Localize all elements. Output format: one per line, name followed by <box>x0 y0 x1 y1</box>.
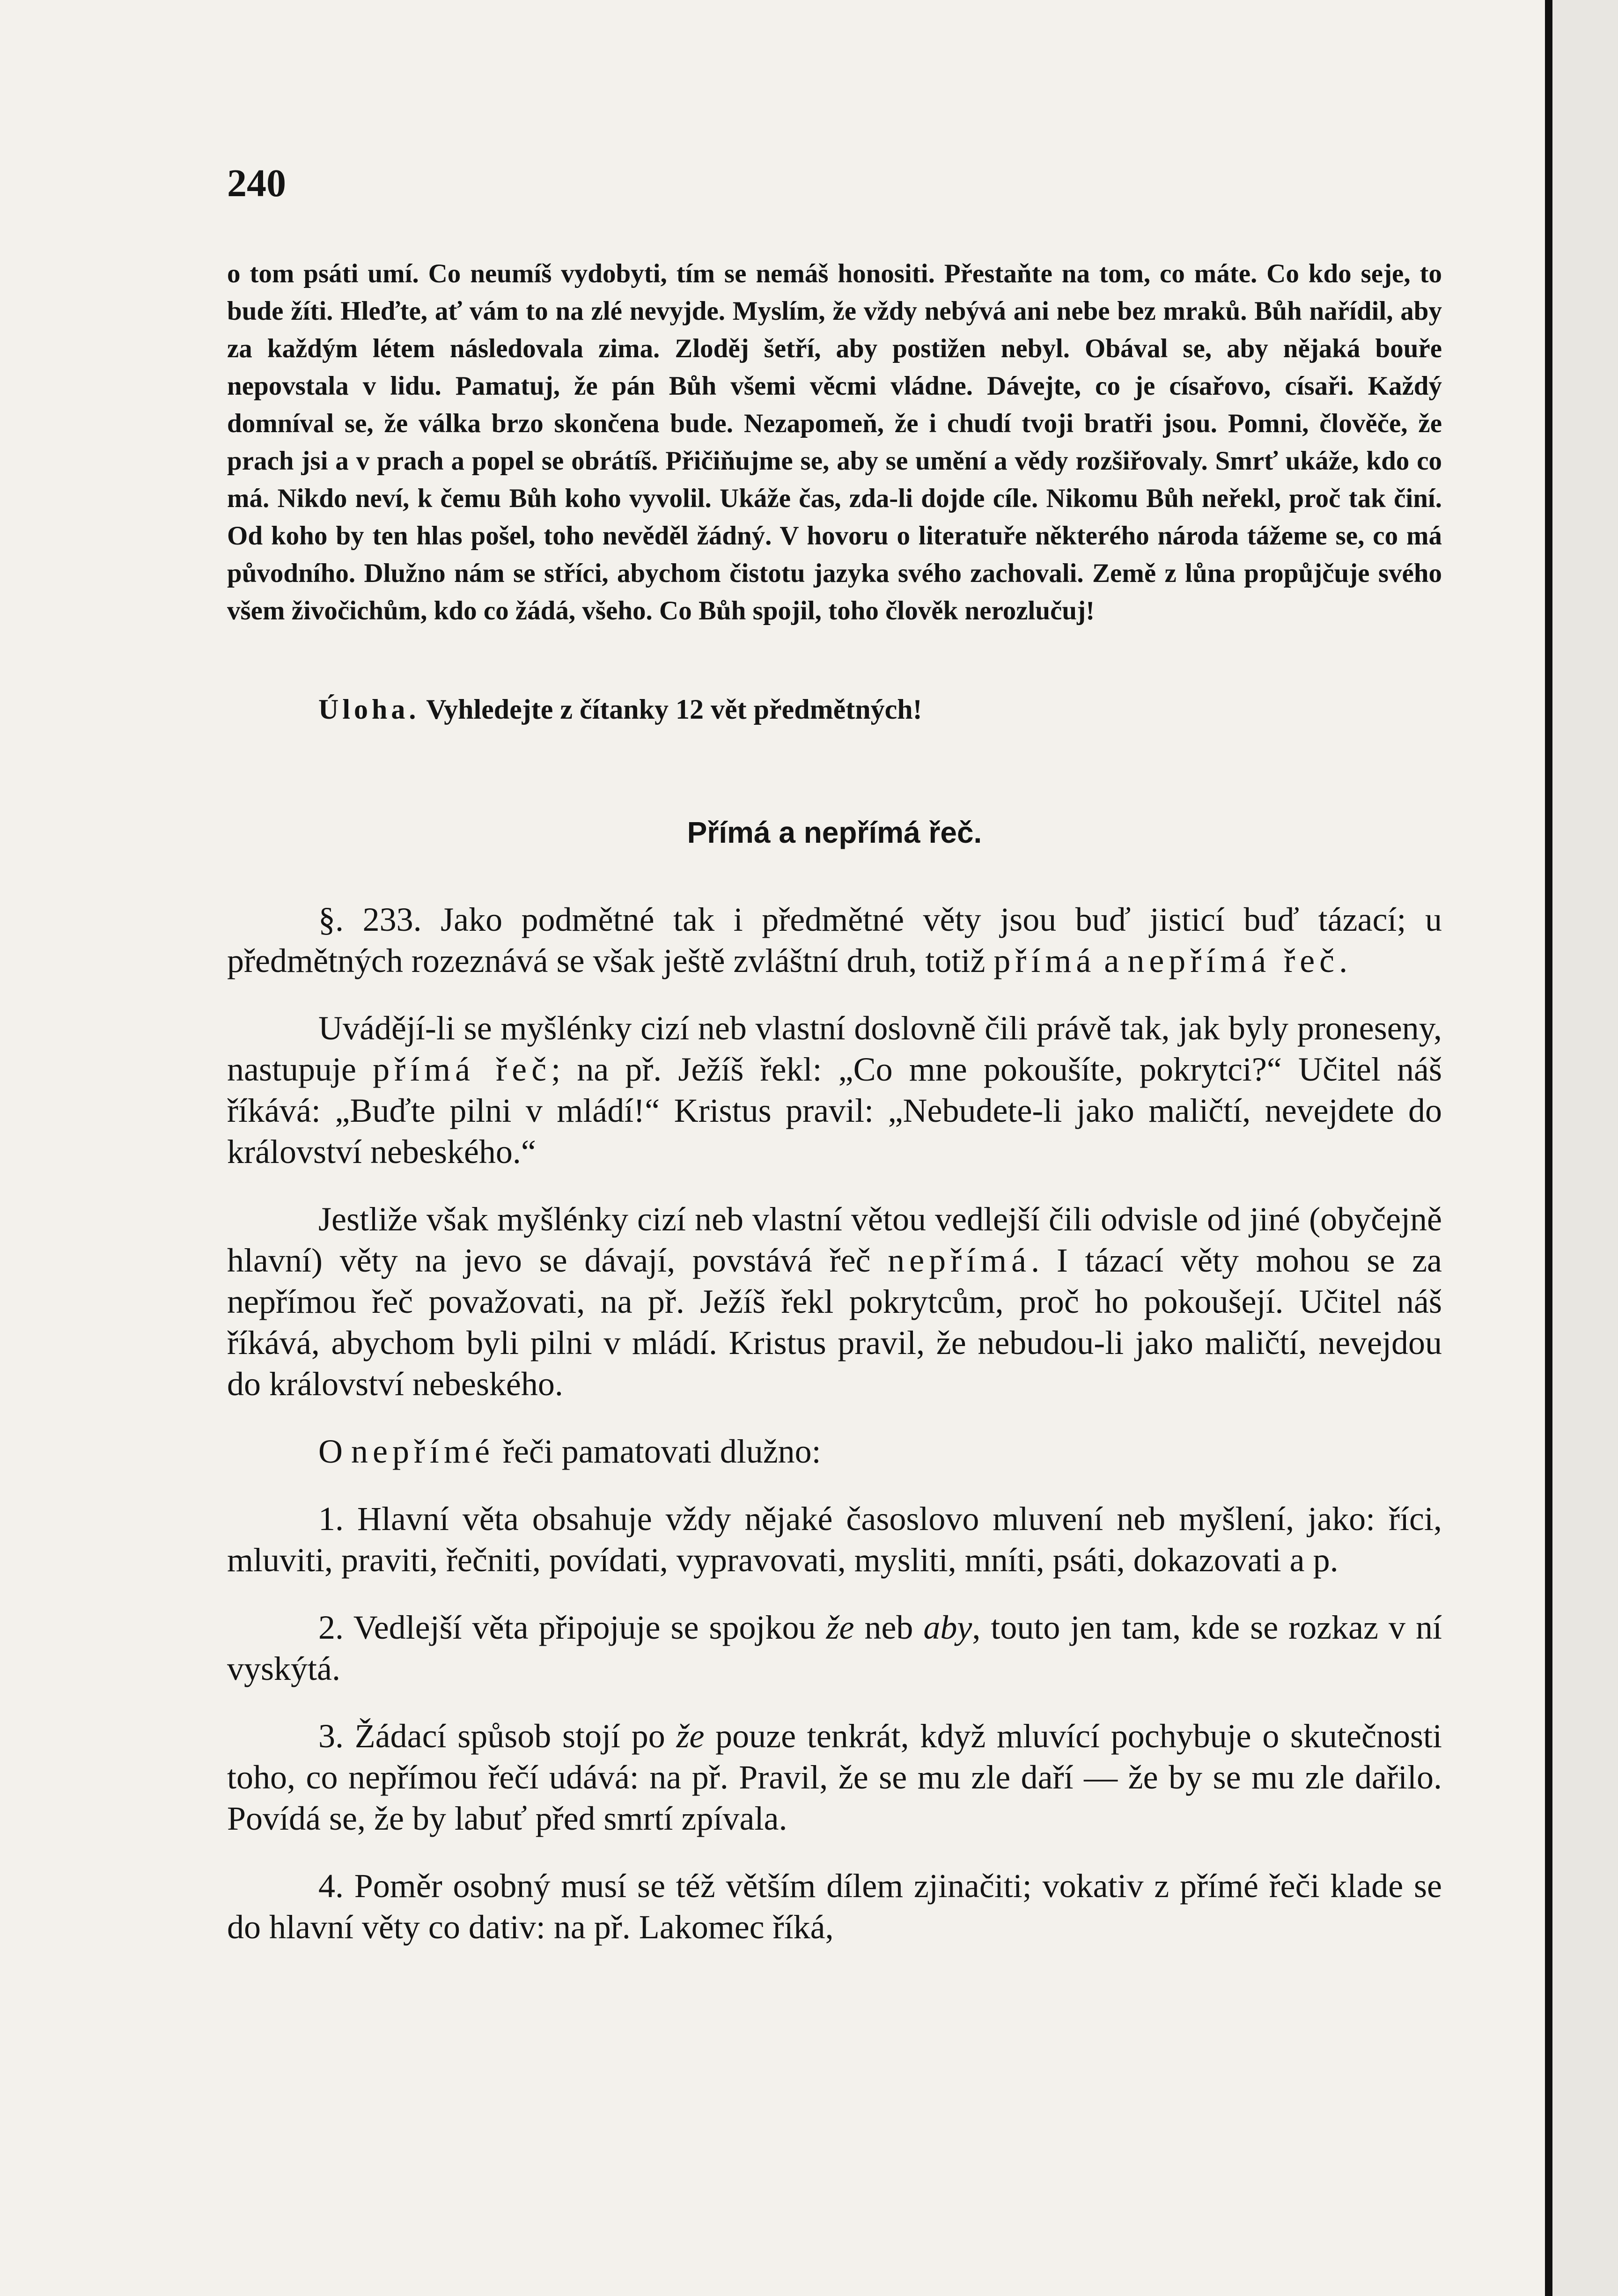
rule-3-text: 3. Žádací spůsob stojí po <box>318 1717 677 1755</box>
rule-2-ze: že <box>826 1609 854 1646</box>
body-text <box>227 899 1442 1974</box>
rule-4: 4. Poměr osobný musí se též větším dílem zjinačiti; vokativ z přímé řeči klade se do hlavní věty co dativ: na př. Lakomec říká, <box>227 1867 1442 1946</box>
rule-2-rest: , touto jen tam, kde se rozkaz v ní vyskýtá. <box>227 1609 1442 1687</box>
page-edge <box>1545 0 1552 2296</box>
p3-term: nepřímá <box>888 1242 1031 1279</box>
rule-1: 1. Hlavní věta obsahuje vždy nějaké časoslovo mluvení neb myšlení, jako: říci, mluviti, praviti, řečniti, povídati, vypravovati, mysliti, mníti, psáti, dokazovati a p. <box>227 1500 1442 1579</box>
rule-3-rest: pouze tenkrát, když mluvící pochybuje o skutečnosti toho, co nepřímou řečí udává: na př. Pravil, že se mu zle daří — že by se mu zle dařilo. Povídá se, že by labuť před smrtí zpívala. <box>227 1717 1442 1837</box>
p4-text: O <box>318 1433 351 1470</box>
p1-term-neprima: nepřímá řeč <box>1127 942 1339 979</box>
p1-and: a <box>1096 942 1128 979</box>
rule-2 <box>227 1607 1442 1689</box>
rule-2-neb: neb <box>854 1609 924 1646</box>
rule-2-text: 2. Vedlejší věta připojuje se spojkou <box>318 1609 826 1646</box>
adjacent-page-strip <box>1552 0 1618 2296</box>
page-number: 240 <box>227 162 286 205</box>
paragraph-233 <box>227 899 1442 981</box>
task-line <box>318 691 1442 728</box>
p4-term: nepřímé <box>351 1433 494 1470</box>
p3-text: Jestliže však myšlénky cizí neb vlastní větou vedlejší čili odvisle od jiné (obyčejně hlavní) věty na jevo se dávají, povstává řeč <box>227 1200 1442 1279</box>
p1-text: §. 233. Jako podmětné tak i předmětné věty jsou buď jisticí buď tázací; u předmětných rozeznává se však ještě zvláštní druh, totiž <box>227 901 1442 979</box>
paragraph-remember <box>227 1431 1442 1472</box>
p2-term: přímá řeč <box>373 1051 552 1088</box>
p1-term-prima: přímá <box>993 942 1096 979</box>
p3-text-rest: . I tázací věty mohou se za nepřímou řeč považovati, na př. Ježíš řekl pokrytcům, proč ho pokoušejí. Učitel náš říkává, abychom byli pilni v mládí. Kristus pravil, že nebudou-li jako maličtí, nevejdou do království nebeského. <box>227 1242 1442 1403</box>
p2-text: Uvádějí-li se myšlénky cizí neb vlastní doslovně čili právě tak, jak byly proneseny, nastupuje <box>227 1009 1442 1088</box>
paragraph-indirect-speech <box>227 1199 1442 1405</box>
task-label: Úloha. <box>318 694 420 725</box>
example-sentences: o tom psáti umí. Co neumíš vydobyti, tím se nemáš honositi. Přestaňte na tom, co máte. Co kdo seje, to bude žíti. Hleďte, ať vám to na zlé nevyjde. Myslím, že vždy nebývá ani nebe bez mraků. Bůh nařídil, aby za každým létem následovala zima. Zloděj šetří, aby postižen nebyl. Obával se, aby nějaká bouře nepovstala v lidu. Pamatuj, že pán Bůh všemi věcmi vládne. Dávejte, co je císařovo, císaři. Každý domníval se, že válka brzo skončena bude. Nezapomeň, že i chudí tvoji bratři jsou. Pomni, člověče, že prach jsi a v prach a popel se obrátíš. Přičiňujme se, aby se umění a vědy rozšiřovaly. Smrť ukáže, kdo co má. Nikdo neví, k čemu Bůh koho vyvolil. Ukáže čas, zda-li dojde cíle. Nikomu Bůh neřekl, proč tak činí. Od koho by ten hlas pošel, toho nevěděl žádný. V hovoru o literatuře některého národa tážeme se, co má původního. Dlužno nám se stříci, abychom čistotu jazyka svého zachovali. Země z lůna propůjčuje svého všem živočichům, kdo co žádá, všeho. Co Bůh spojil, toho člověk nerozlučuj! <box>227 259 1442 626</box>
rule-3 <box>227 1715 1442 1839</box>
p2-text-rest: ; na př. Ježíš řekl: „Co mne pokoušíte, pokrytci?“ Učitel náš říkává: „Buďte pilni v mládí!“ Kristus pravil: „Nebudete-li jako maličtí, nevejdete do království nebeského.“ <box>227 1051 1442 1170</box>
p4-text-rest: řeči pamatovati dlužno: <box>494 1433 821 1470</box>
paragraph-direct-speech <box>227 1008 1442 1172</box>
section-heading: Přímá a nepřímá řeč. <box>687 816 982 849</box>
rule-2-aby: aby <box>923 1609 972 1646</box>
rule-3-ze: že <box>676 1717 705 1755</box>
task-text: Vyhledejte z čítanky 12 vět předmětných! <box>419 694 922 725</box>
p1-end: . <box>1339 942 1348 979</box>
